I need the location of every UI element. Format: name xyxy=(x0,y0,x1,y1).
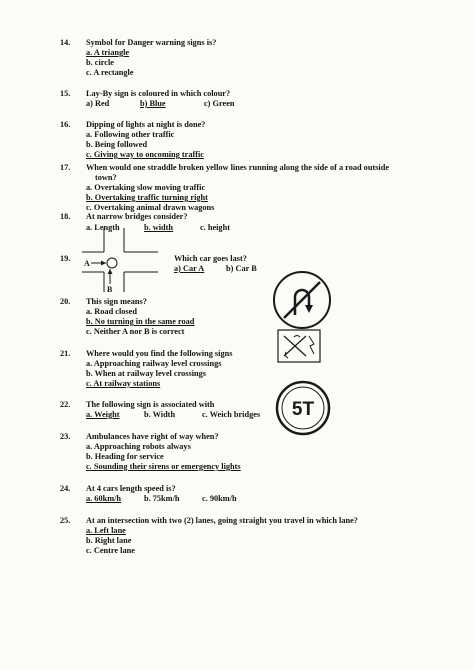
question-text: Where would you find the following signs xyxy=(86,349,233,358)
question-number: 22. xyxy=(60,400,71,409)
answer-option: c. Giving way to oncoming traffic xyxy=(86,150,204,159)
answer-option: a. Road closed xyxy=(86,307,137,316)
question-16 xyxy=(0,120,474,162)
question-number: 14. xyxy=(60,38,71,47)
answer-option: c. Centre lane xyxy=(86,546,135,555)
question-24 xyxy=(0,484,474,506)
answer-option: c. 90km/h xyxy=(202,494,237,503)
answer-option: c. Overtaking animal drawn wagons xyxy=(86,203,215,212)
question-number: 20. xyxy=(60,297,71,306)
answer-option: a. Overtaking slow moving traffic xyxy=(86,183,206,192)
answer-option: b. Width xyxy=(144,410,176,419)
question-text: At narrow bridges consider? xyxy=(86,212,188,221)
question-number: 15. xyxy=(60,89,71,98)
question-text: Lay-By sign is coloured in which colour? xyxy=(86,89,231,98)
question-number: 18. xyxy=(60,212,71,221)
answer-option: c) Green xyxy=(204,99,235,108)
question-text: The following sign is associated with xyxy=(86,400,215,409)
question-number: 19. xyxy=(60,254,71,263)
question-number: 21. xyxy=(60,349,71,358)
answer-option: b. 75km/h xyxy=(144,494,180,503)
answer-option: b. width xyxy=(144,223,174,232)
answer-option: b. Being followed xyxy=(86,140,148,149)
question-15 xyxy=(0,89,474,111)
question-text: At an intersection with two (2) lanes, going straight you travel in which lane? xyxy=(86,516,358,525)
answer-option: c. Weich bridges xyxy=(202,410,261,419)
question-number: 16. xyxy=(60,120,71,129)
answer-option: a. Approaching railway level crossings xyxy=(86,359,222,368)
answer-option: a. Left lane xyxy=(86,526,126,535)
answer-option: b. Right lane xyxy=(86,536,132,545)
answer-option: a. Length xyxy=(86,223,120,232)
answer-option: b. Overtaking traffic turning right xyxy=(86,193,208,202)
question-number: 17. xyxy=(60,163,71,172)
question-18 xyxy=(0,212,474,234)
answer-option: a) Red xyxy=(86,99,110,108)
question-20 xyxy=(0,297,474,339)
intersection-diagram xyxy=(80,226,160,294)
question-text: At 4 cars length speed is? xyxy=(86,484,176,493)
question-text: Symbol for Danger warning signs is? xyxy=(86,38,217,47)
answer-option: b. No turning in the same road xyxy=(86,317,195,326)
answer-option: a. Weight xyxy=(86,410,120,419)
answer-option: b) Car B xyxy=(226,264,257,273)
question-19 xyxy=(0,254,474,276)
question-text: This sign means? xyxy=(86,297,147,306)
sign-text: 5T xyxy=(291,399,315,420)
question-17 xyxy=(0,163,474,215)
question-14 xyxy=(0,38,474,78)
question-text: Which car goes last? xyxy=(174,254,247,263)
answer-option: b. circle xyxy=(86,58,114,67)
question-21 xyxy=(0,349,474,391)
answer-option: c. height xyxy=(200,223,230,232)
question-text: When would one straddle broken yellow lines running along the side of a road outside xyxy=(86,163,390,172)
railway-crossing-sign xyxy=(276,328,322,364)
answer-option: a. A triangle xyxy=(86,48,130,57)
answer-option: b. When at railway level crossings xyxy=(86,369,207,378)
question-number: 25. xyxy=(60,516,71,525)
no-u-turn-sign xyxy=(271,269,333,331)
question-number: 24. xyxy=(60,484,71,493)
question-25 xyxy=(0,516,474,558)
answer-option: c. Neither A nor B is correct xyxy=(86,327,185,336)
answer-option: c. Sounding their sirens or emergency lights xyxy=(86,462,241,471)
answer-option: b. Heading for service xyxy=(86,452,164,461)
diagram-label-b: B xyxy=(107,285,113,294)
answer-option: a. Approaching robots always xyxy=(86,442,191,451)
question-text-continued: town? xyxy=(95,173,117,182)
diagram-label-a: A xyxy=(84,259,90,268)
question-23 xyxy=(0,432,474,474)
answer-option: a. Following other traffic xyxy=(86,130,175,139)
answer-option: a) Car A xyxy=(174,264,205,273)
weight-limit-sign xyxy=(274,379,332,437)
question-text: Dipping of lights at night is done? xyxy=(86,120,206,129)
answer-option: c. At railway stations xyxy=(86,379,161,388)
question-22 xyxy=(0,400,474,422)
answer-option: a. 60km/h xyxy=(86,494,122,503)
question-number: 23. xyxy=(60,432,71,441)
answer-option: c. A rectangle xyxy=(86,68,134,77)
question-text: Ambulances have right of way when? xyxy=(86,432,219,441)
answer-option: b) Blue xyxy=(140,99,166,108)
